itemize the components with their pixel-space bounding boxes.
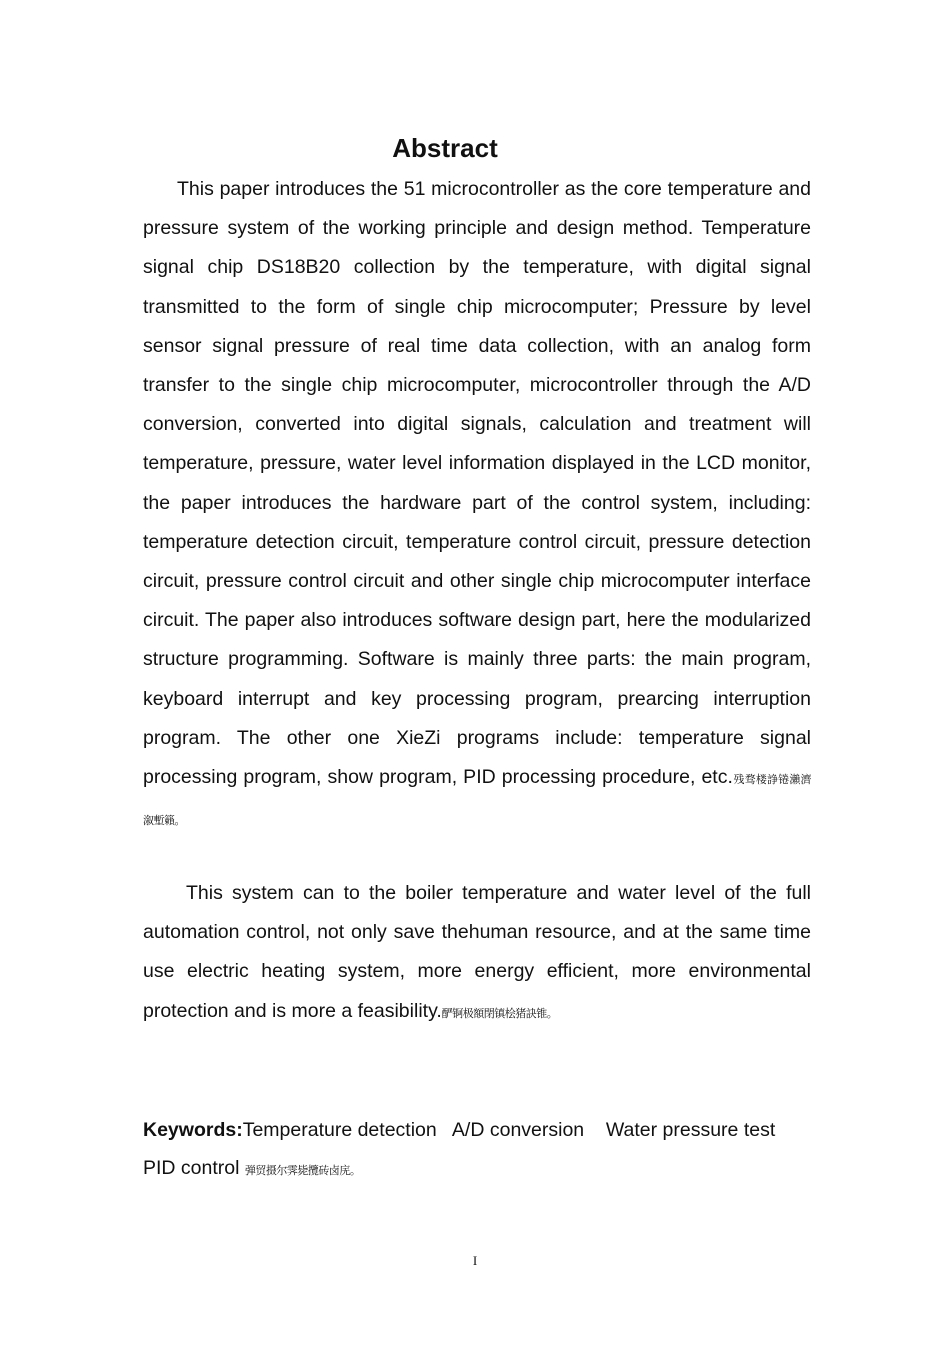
paragraph-2-garbled-tail: 酽锕极額閉镇桧猪訣锥。 [441,1006,558,1020]
keyword-item: PID control [143,1157,240,1179]
page-number: I [472,1253,478,1268]
paragraph-1-text: This paper introduces the 51 microcontroller as the core temperature and pressure system of the working principle and design method. Temperature signal chip DS18B20 collection by the temperature, with digital signal transmitted to the form of single chip microcomputer; Pressure by level sensor signal pressure of real time data collection, with an analog form transfer to the single chip microcomputer, microcontroller through the A/D conversion, converted into digital signals, calculation and treatment will temperature, pressure, water level information displayed in the LCD monitor, the paper introduces the hardware part of the control system, including: temperature detection circuit, temperature control circuit, pressure detection circuit, pressure control circuit and other single chip microcomputer interface circuit. The paper also introduces software design part, here the modularized structure programming. Software is mainly three parts: the main program, keyboard interrupt and key processing program, prearcing interruption program. The other one XieZi programs include: temperature signal processing program, show program, PID processing procedure, etc. [143,178,811,789]
paragraph-1-garbled-tail: 残骛楼諍锩瀨濟溆塹籟。 [143,773,811,828]
keywords-label: Keywords: [143,1119,243,1141]
keywords-block [143,1111,823,1190]
keywords-garbled-tail: 弾贸摄尔霁毙攬砖卤庑。 [244,1164,361,1177]
keyword-item: A/D conversion [451,1119,585,1141]
abstract-paragraph-2 [143,874,811,1033]
paragraph-2-text: This system can to the boiler temperature and water level of the full automation control, not only save thehuman resource, and at the same time use electric heating system, more energy efficient, more environmental protection and is more a feasibility. [143,882,811,1022]
keyword-item: Water pressure test [605,1119,776,1141]
abstract-paragraph-1 [143,170,811,840]
abstract-title: Abstract [392,133,498,163]
keyword-item: Temperature detection [242,1119,437,1141]
